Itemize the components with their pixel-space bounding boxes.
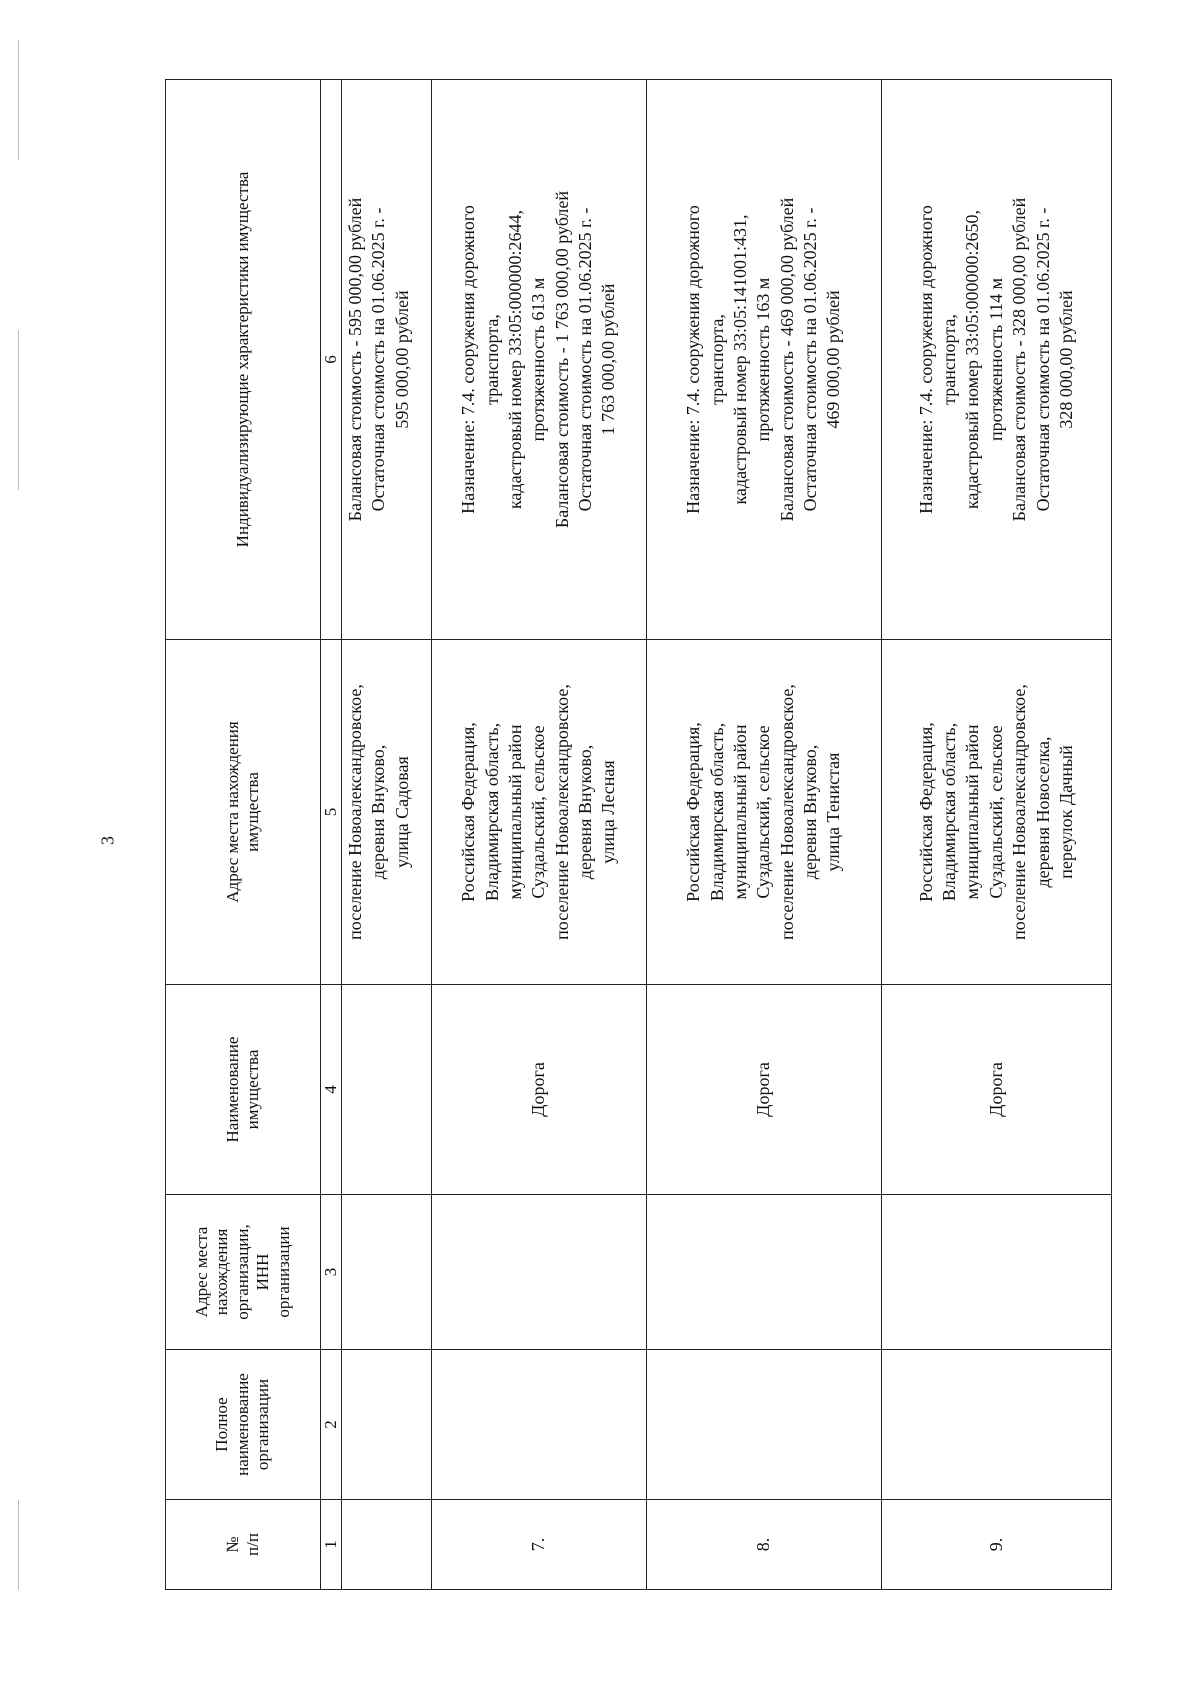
header-cell-property-name: Наименование имущества: [166, 985, 321, 1195]
column-number-cell: 3: [321, 1195, 342, 1350]
scan-artifact: [18, 1500, 19, 1590]
column-number-row: [321, 80, 342, 1590]
column-number-cell: 6: [321, 80, 342, 640]
page-number: 3: [97, 836, 118, 845]
row-number-cell: 7.: [432, 1500, 647, 1590]
org-name-cell: [882, 1350, 1112, 1500]
row-number-cell: 9.: [882, 1500, 1112, 1590]
org-address-cell: [882, 1195, 1112, 1350]
table-row: [647, 80, 882, 1590]
property-name-cell: Дорога: [882, 985, 1112, 1195]
column-number-cell: 4: [321, 985, 342, 1195]
org-address-cell: [342, 1195, 432, 1350]
characteristics-cell: Назначение: 7.4. сооружения дорожного транспорта, кадастровый номер 33:05:000000:2644, протяженность 613 м Балансовая стоимость - 1 763 000,00 рублей Остаточная стоимость на 01.06.2025 г. - 1 763 000,00 рублей: [432, 80, 647, 640]
document-table-container: [165, 80, 1165, 1590]
header-cell-property-address: Адрес места нахождения имущества: [166, 640, 321, 985]
property-name-cell: Дорога: [647, 985, 882, 1195]
property-address-cell: Российская Федерация, Владимирская область, муниципальный район Суздальский, сельское поселение Новоалександровское, деревня Внуково, улица Тенистая: [647, 640, 882, 985]
property-name-cell: [342, 985, 432, 1195]
characteristics-cell: Назначение: 7.4. сооружения дорожного транспорта, кадастровый номер 33:05:000000:2650, протяженность 114 м Балансовая стоимость - 328 000,00 рублей Остаточная стоимость на 01.06.2025 г. - 328 000,00 рублей: [882, 80, 1112, 640]
column-number-cell: 5: [321, 640, 342, 985]
table-row: [342, 80, 432, 1590]
characteristics-cell: Балансовая стоимость - 595 000,00 рублей Остаточная стоимость на 01.06.2025 г. - 595 000,00 рублей: [342, 80, 432, 640]
header-cell-number: № п/п: [166, 1500, 321, 1590]
property-address-cell: поселение Новоалександровское, деревня Внуково, улица Садовая: [342, 640, 432, 985]
row-number-cell: [342, 1500, 432, 1590]
header-cell-org-address: Адрес места нахождения организации, ИНН организации: [166, 1195, 321, 1350]
header-cell-org-name: Полное наименование организации: [166, 1350, 321, 1500]
property-address-cell: Российская Федерация, Владимирская область, муниципальный район Суздальский, сельское поселение Новоалександровское, деревня Внуково, улица Лесная: [432, 640, 647, 985]
scan-artifact: [18, 330, 19, 490]
header-cell-characteristics: Индивидуализирующие характеристики имущества: [166, 80, 321, 640]
org-name-cell: [647, 1350, 882, 1500]
org-address-cell: [647, 1195, 882, 1350]
table-row: [432, 80, 647, 1590]
org-address-cell: [432, 1195, 647, 1350]
column-number-cell: 2: [321, 1350, 342, 1500]
row-number-cell: 8.: [647, 1500, 882, 1590]
property-name-cell: Дорога: [432, 985, 647, 1195]
column-number-cell: 1: [321, 1500, 342, 1590]
org-name-cell: [432, 1350, 647, 1500]
table-row: [882, 80, 1112, 1590]
property-address-cell: Российская Федерация, Владимирская область, муниципальный район Суздальский, сельское поселение Новоалександровское, деревня Новоселка, переулок Дачный: [882, 640, 1112, 985]
org-name-cell: [342, 1350, 432, 1500]
property-register-table: [165, 79, 1112, 1590]
table-header-row: [166, 80, 321, 1590]
scan-artifact: [18, 40, 19, 160]
characteristics-cell: Назначение: 7.4. сооружения дорожного транспорта, кадастровый номер 33:05:141001:431, протяженность 163 м Балансовая стоимость - 469 000,00 рублей Остаточная стоимость на 01.06.2025 г. - 469 000,00 рублей: [647, 80, 882, 640]
